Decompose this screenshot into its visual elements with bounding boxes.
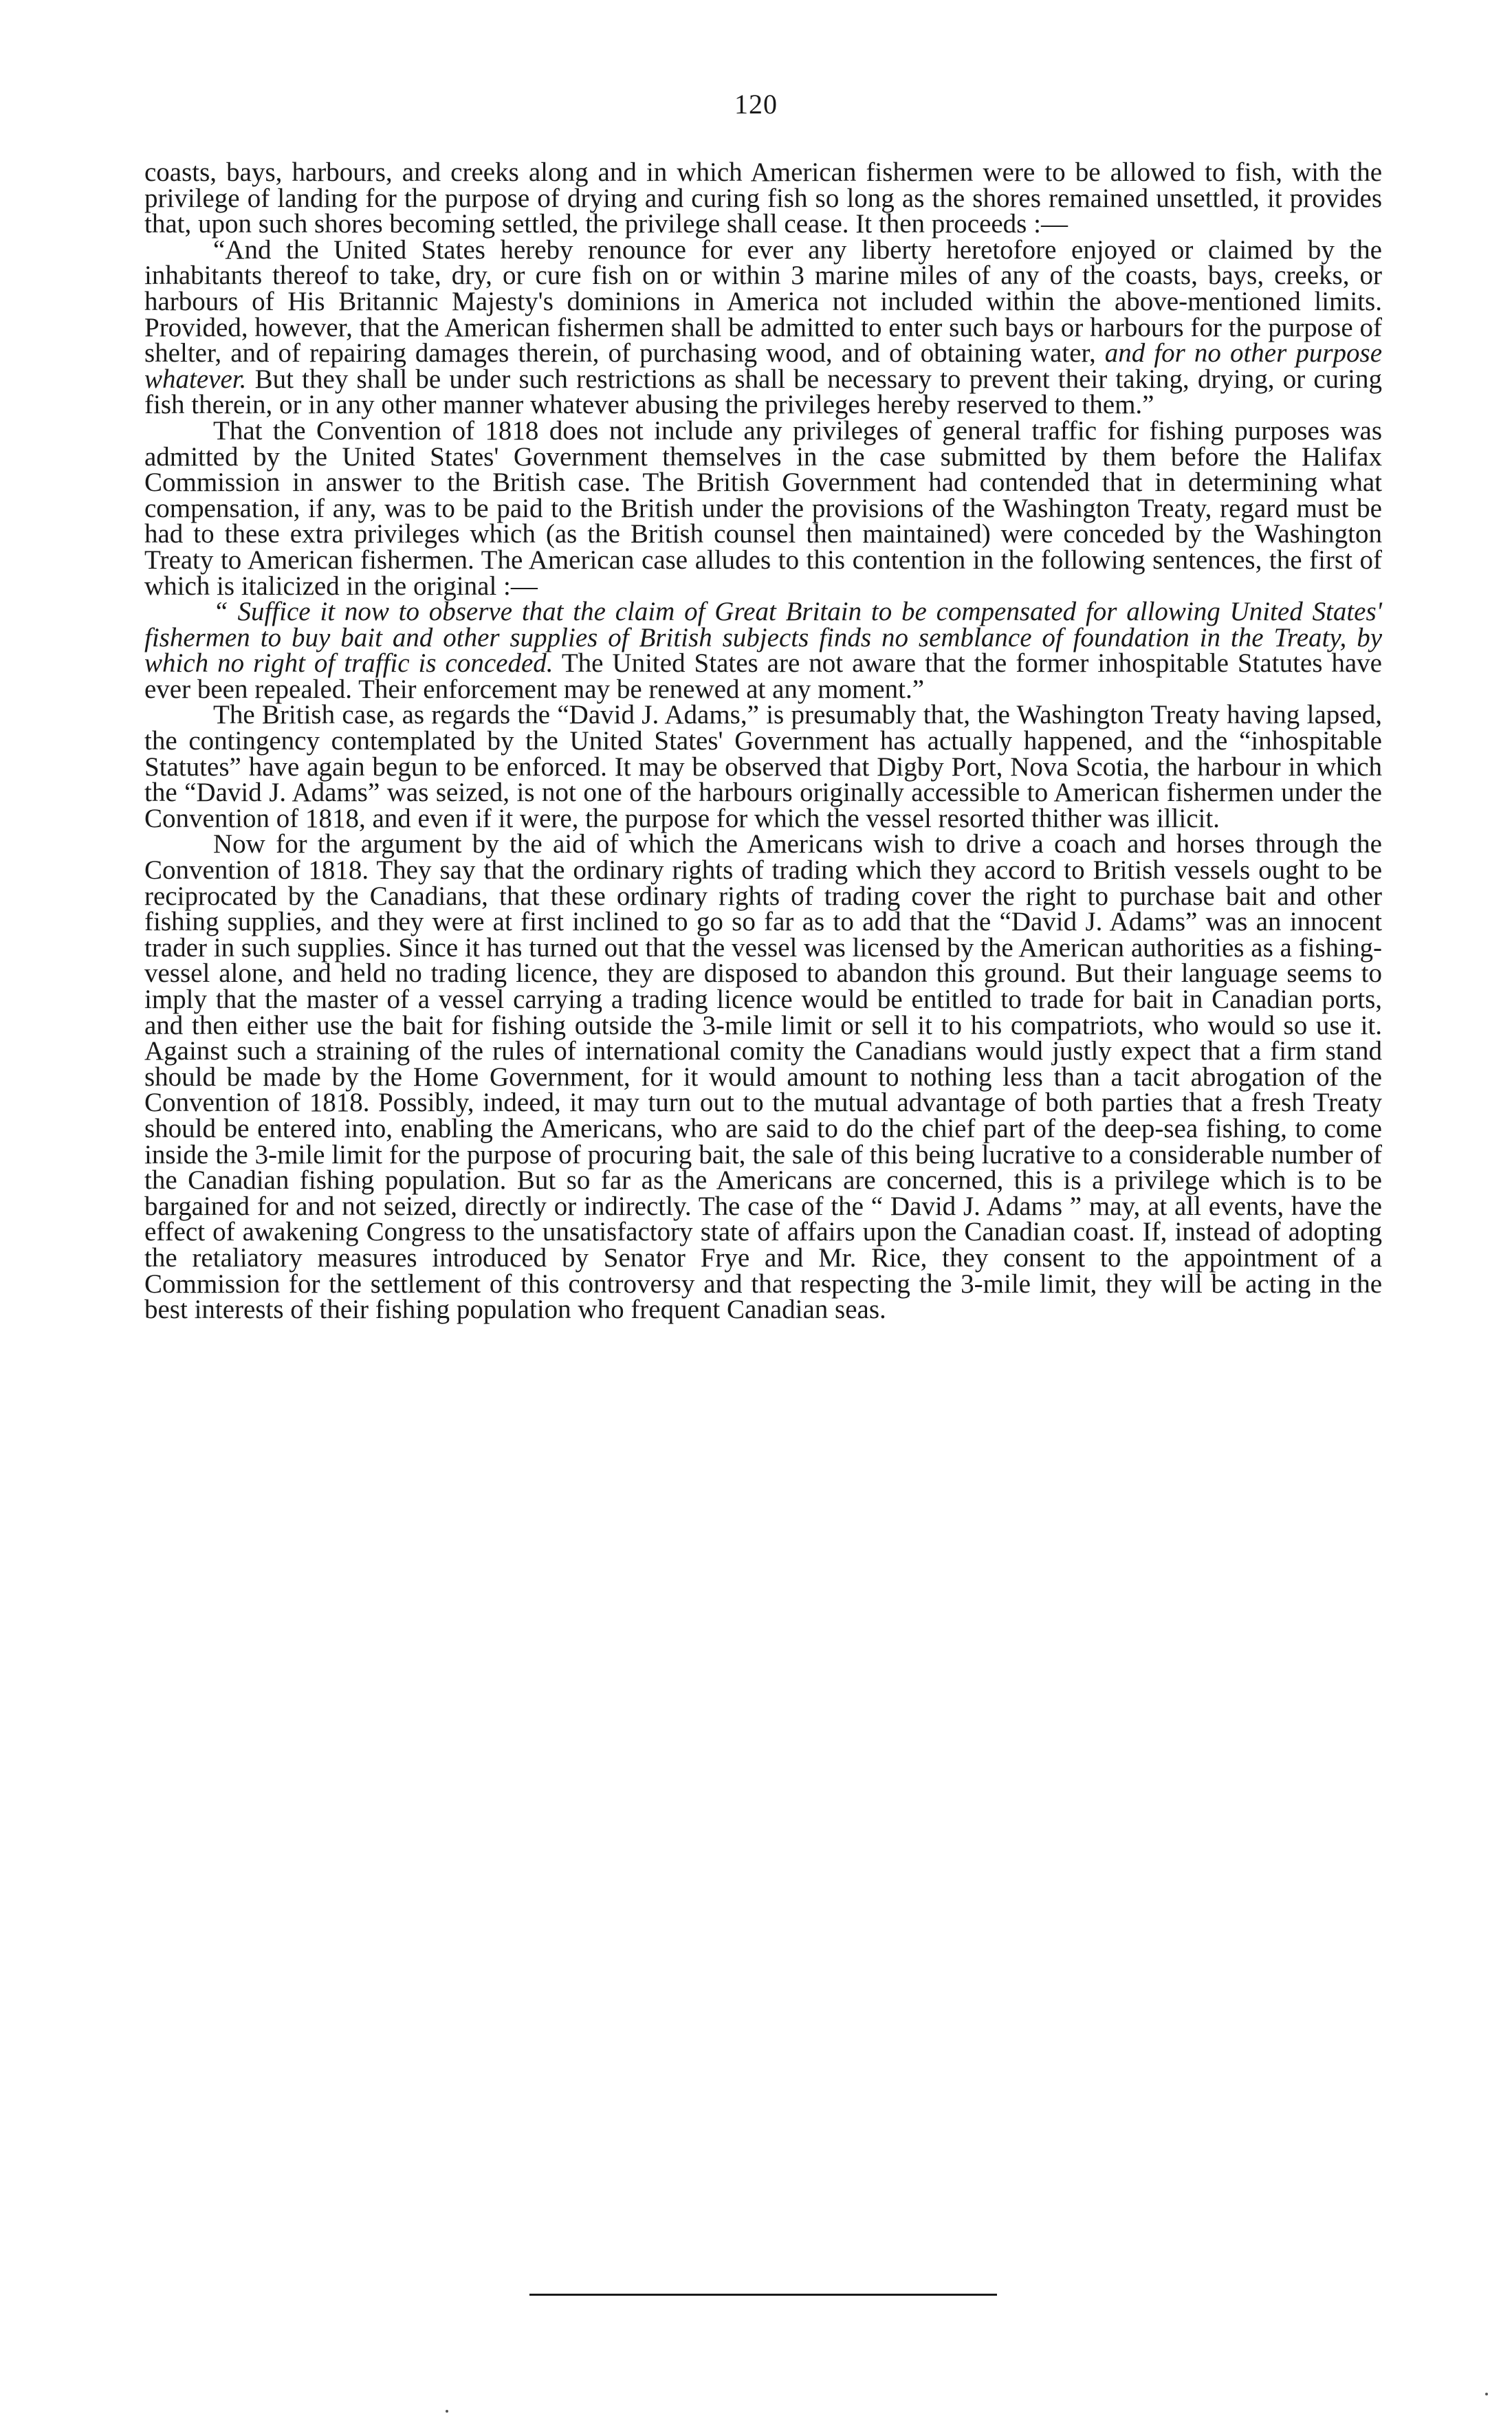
paragraph-american-case-quote (144, 599, 1382, 702)
paragraph-text-after: But they shall be under such restrictions as shall be necessary to prevent their taking, drying, or curing fish therein, or in any other manner whatever abusing the privileges hereby reserved to them.” (144, 364, 1382, 420)
body-text (144, 157, 1383, 1325)
page-number: 120 (734, 89, 778, 120)
paragraph-british-case (144, 702, 1382, 831)
paragraph-text-after: The United States are not aware that the former inhospitable Statutes have ever been repealed. Their enforcement may be renewed at any moment.” (144, 648, 1382, 704)
print-speck (1485, 2393, 1488, 2395)
italic-phrase: and for no other purpose whatever. (144, 338, 1383, 394)
paragraph-convention-1818 (144, 415, 1382, 601)
paragraph-treaty-quote (144, 234, 1383, 420)
paragraph-text: The British case, as regards the “David J. Adams,” is presumably that, the Washington Treaty having lapsed, the contingency contemplated by the United States' Government has actually happened, and the “inhospitable Statutes” have again begun to be enforced. It may be observed that Digby Port, Nova Scotia, the harbour in which the “David J. Adams” was seized, is not one of the harbours originally accessible to American fishermen under the Convention of 1818, and even if it were, the purpose for which the vessel resorted thither was illicit. (144, 700, 1382, 833)
paragraph-text: Now for the argument by the aid of which the Americans wish to drive a coach and horses through the Convention of 1818. They say that the ordinary rights of trading which they accord to British vessels ought to be reciprocated by the Canadians, that these ordinary rights of trading cover the right to purchase bait and other fishing supplies, and they were at first inclined to go so far as to add that the “David J. Adams” was an innocent trader in such supplies. Since it has turned out that the vessel was licensed by the American authorities as a fishing-vessel alone, and held no trading licence, they are disposed to abandon this ground. But their language seems to imply that the master of a vessel carrying a trading licence would be entitled to trade for bait in Canadian ports, and then either use the bait for fishing outside the 3-mile limit or sell it to his compatriots, who would so use it. Against such a straining of the rules of international comity the Canadians would justly expect that a firm stand should be made by the Home Government, for it would amount to nothing less than a tacit abrogation of the Convention of 1818. Possibly, indeed, it may turn out to the mutual advantage of both parties that a fresh Treaty should be entered into, enabling the Americans, who are said to do the chief part of the deep-sea fishing, to come inside the 3-mile limit for the purpose of procuring bait, the sale of this being lucrative to a considerable number of the Canadian fishing population. But so far as the Americans are concerned, this is a privilege which is to be bargained for and not seized, directly or indirectly. The case of the “ David J. Adams ” may, at all events, have the effect of awakening Congress to the unsatisfactory state of affairs upon the Canadian coast. If, instead of adopting the retaliatory measures introduced by Senator Frye and Mr. Rice, they consent to the appointment of a Commission for the settlement of this controversy and that respecting the 3-mile limit, they will be acting in the best interests of their fishing population who frequent Canadian seas. (144, 829, 1382, 1325)
paragraph-continuation (144, 157, 1382, 239)
section-divider (529, 2294, 997, 2296)
paragraph-american-argument (144, 829, 1382, 1325)
paragraph-text: That the Convention of 1818 does not include any privileges of general traffic for fishing purposes was admitted by the United States' Government themselves in the case submitted by them before the Halifax Commission in answer to the British case. The British Government had contended that in determining what compensation, if any, was to be paid to the British under the provisions of the Washington Treaty, regard must be had to these extra privileges which (as the British counsel then maintained) were conceded by the Washington Treaty to American fishermen. The American case alludes to this contention in the following sentences, the first of which is italicized in the original :— (144, 415, 1382, 601)
paragraph-text: “And the United States hereby renounce for ever any liberty heretofore enjoyed or claimed by the inhabitants thereof to take, dry, or cure fish on or within 3 marine miles of any of the coasts, bays, creeks, or harbours of His Britannic Majesty's dominions in America not included within the above-mentioned limits. Provided, however, that the American fishermen shall be admitted to enter such bays or harbours for the purpose of shelter, and of repairing damages therein, of purchasing wood, and of obtaining water, (144, 234, 1382, 369)
italic-quote: “ Suffice it now to observe that the claim of Great Britain to be compensated for allowing United States' fishermen to buy bait and other supplies of British subjects finds no semblance of foundation in the Treaty, by which no right of traffic is conceded. (144, 597, 1382, 679)
print-speck (446, 2410, 448, 2413)
paragraph-text: coasts, bays, harbours, and creeks along and in which American fishermen were to be allowed to fish, with the privilege of landing for the purpose of drying and curing fish so long as the shores remained unsettled, it provides that, upon such shores becoming settled, the privilege shall cease. It then proceeds :— (144, 157, 1382, 239)
